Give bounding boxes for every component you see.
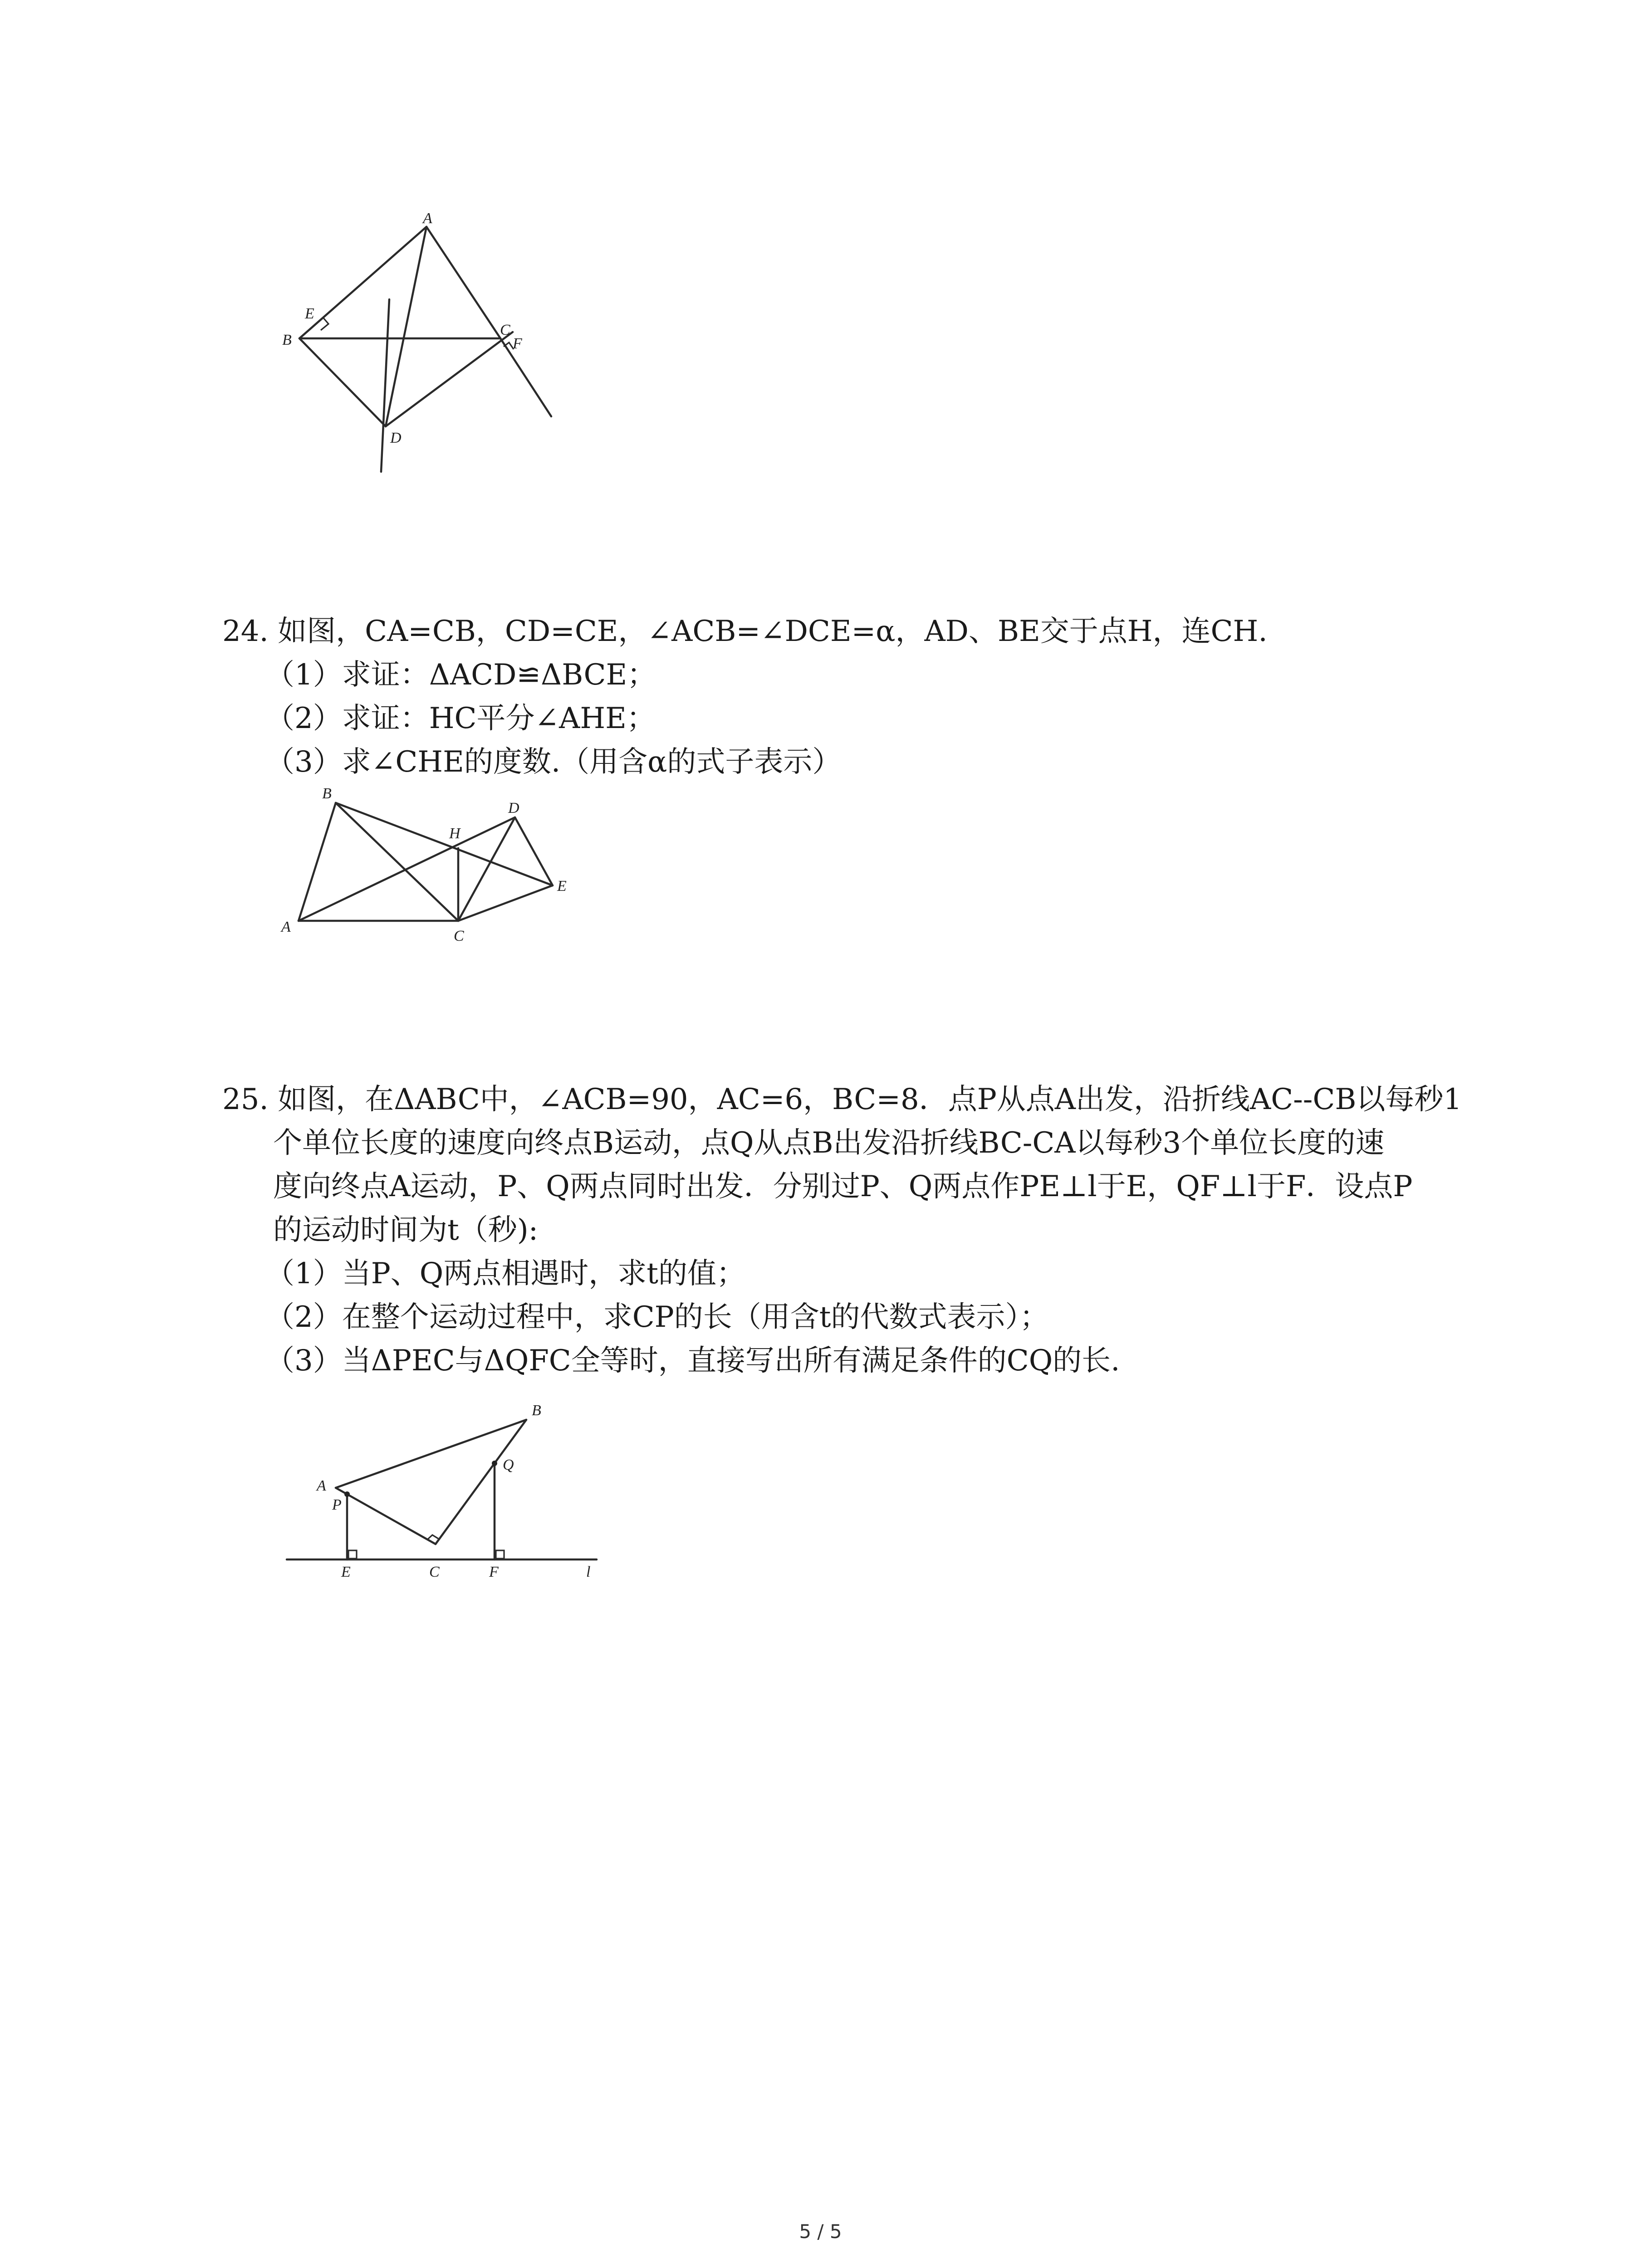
segment-CD	[458, 817, 515, 921]
right-angle-mark-C	[427, 1535, 438, 1540]
question-25	[222, 1078, 1505, 1383]
segment-AC	[336, 1488, 436, 1544]
question-25-part-3: （3）当ΔPEC与ΔQFC全等时，直接写出所有满足条件的CQ的长.	[265, 1344, 1120, 1378]
label-H: H	[449, 825, 460, 842]
label-F: F	[489, 1564, 499, 1580]
segment-AC	[426, 227, 500, 338]
label-Q: Q	[503, 1457, 514, 1473]
label-A: A	[317, 1477, 326, 1494]
line-extended-AC	[500, 338, 551, 416]
line-DCF	[386, 332, 513, 426]
question-25-stem-line-3: 度向终点A运动，P、Q两点同时出发．分别过P、Q两点作PE⊥l于E，QF⊥l于F．设点P	[273, 1170, 1413, 1203]
segment-AB	[299, 803, 336, 921]
segment-AB	[336, 1420, 526, 1488]
label-A: A	[423, 210, 432, 227]
question-24-part-2: （2）求证：HC平分∠AHE；	[265, 702, 656, 735]
right-angle-mark-E	[348, 1550, 357, 1559]
question-25-number: 25.	[222, 1083, 269, 1116]
question-25-stem-line-1	[222, 1078, 1505, 1121]
figure-q23	[268, 210, 585, 485]
segment-BC	[436, 1420, 526, 1544]
label-A: A	[281, 919, 291, 935]
label-E: E	[341, 1564, 351, 1580]
question-25-stem-text-1: 如图，在ΔABC中，∠ACB=90，AC=6，BC=8．点P从点A出发，沿折线AC--CB以每秒1	[278, 1083, 1462, 1116]
right-angle-mark-F	[496, 1550, 504, 1559]
segment-AD	[299, 817, 515, 921]
question-25-stem-line-4: 的运动时间为t（秒):	[273, 1213, 539, 1247]
question-24-part-3: （3）求∠CHE的度数.（用含α的式子表示）	[265, 745, 842, 779]
question-25-stem-line-2: 个单位长度的速度向终点B运动，点Q从点B出发沿折线BC-CA以每秒3个单位长度的速	[273, 1126, 1385, 1160]
segment-BC	[336, 803, 458, 921]
label-D: D	[390, 430, 402, 446]
question-24-number: 24.	[222, 615, 269, 648]
label-C: C	[454, 928, 464, 944]
question-24-stem-text: 如图，CA=CB，CD=CE，∠ACB=∠DCE=α，AD、BE交于点H，连CH.	[278, 615, 1268, 648]
label-B: B	[532, 1402, 541, 1419]
label-C: C	[429, 1564, 440, 1580]
label-P: P	[332, 1496, 342, 1513]
label-C: C	[500, 322, 510, 338]
label-E: E	[557, 878, 567, 894]
question-24	[222, 610, 1505, 784]
question-24-stem	[222, 610, 1505, 653]
point-Q	[492, 1461, 497, 1466]
figure-q25	[281, 1397, 626, 1588]
question-25-part-1: （1）当P、Q两点相遇时，求t的值；	[265, 1257, 745, 1290]
label-l: l	[586, 1564, 591, 1580]
label-D: D	[508, 800, 519, 816]
right-angle-mark-F	[504, 342, 514, 349]
label-E: E	[305, 305, 314, 322]
question-24-part-1: （1）求证：ΔACD≌ΔBCE；	[265, 658, 656, 692]
page-number: 5 / 5	[799, 2220, 842, 2243]
point-P	[344, 1491, 350, 1497]
figure-q24	[272, 785, 590, 948]
segment-BE	[336, 803, 553, 885]
segment-CE	[458, 885, 553, 921]
label-B: B	[322, 785, 332, 802]
question-25-part-2: （2）在整个运动过程中，求CP的长（用含t的代数式表示）；	[265, 1300, 1049, 1334]
perpendicular-bisector	[381, 299, 389, 472]
label-F: F	[513, 335, 522, 352]
segment-BD	[299, 338, 386, 426]
label-B: B	[282, 332, 292, 348]
segment-DE	[515, 817, 553, 885]
